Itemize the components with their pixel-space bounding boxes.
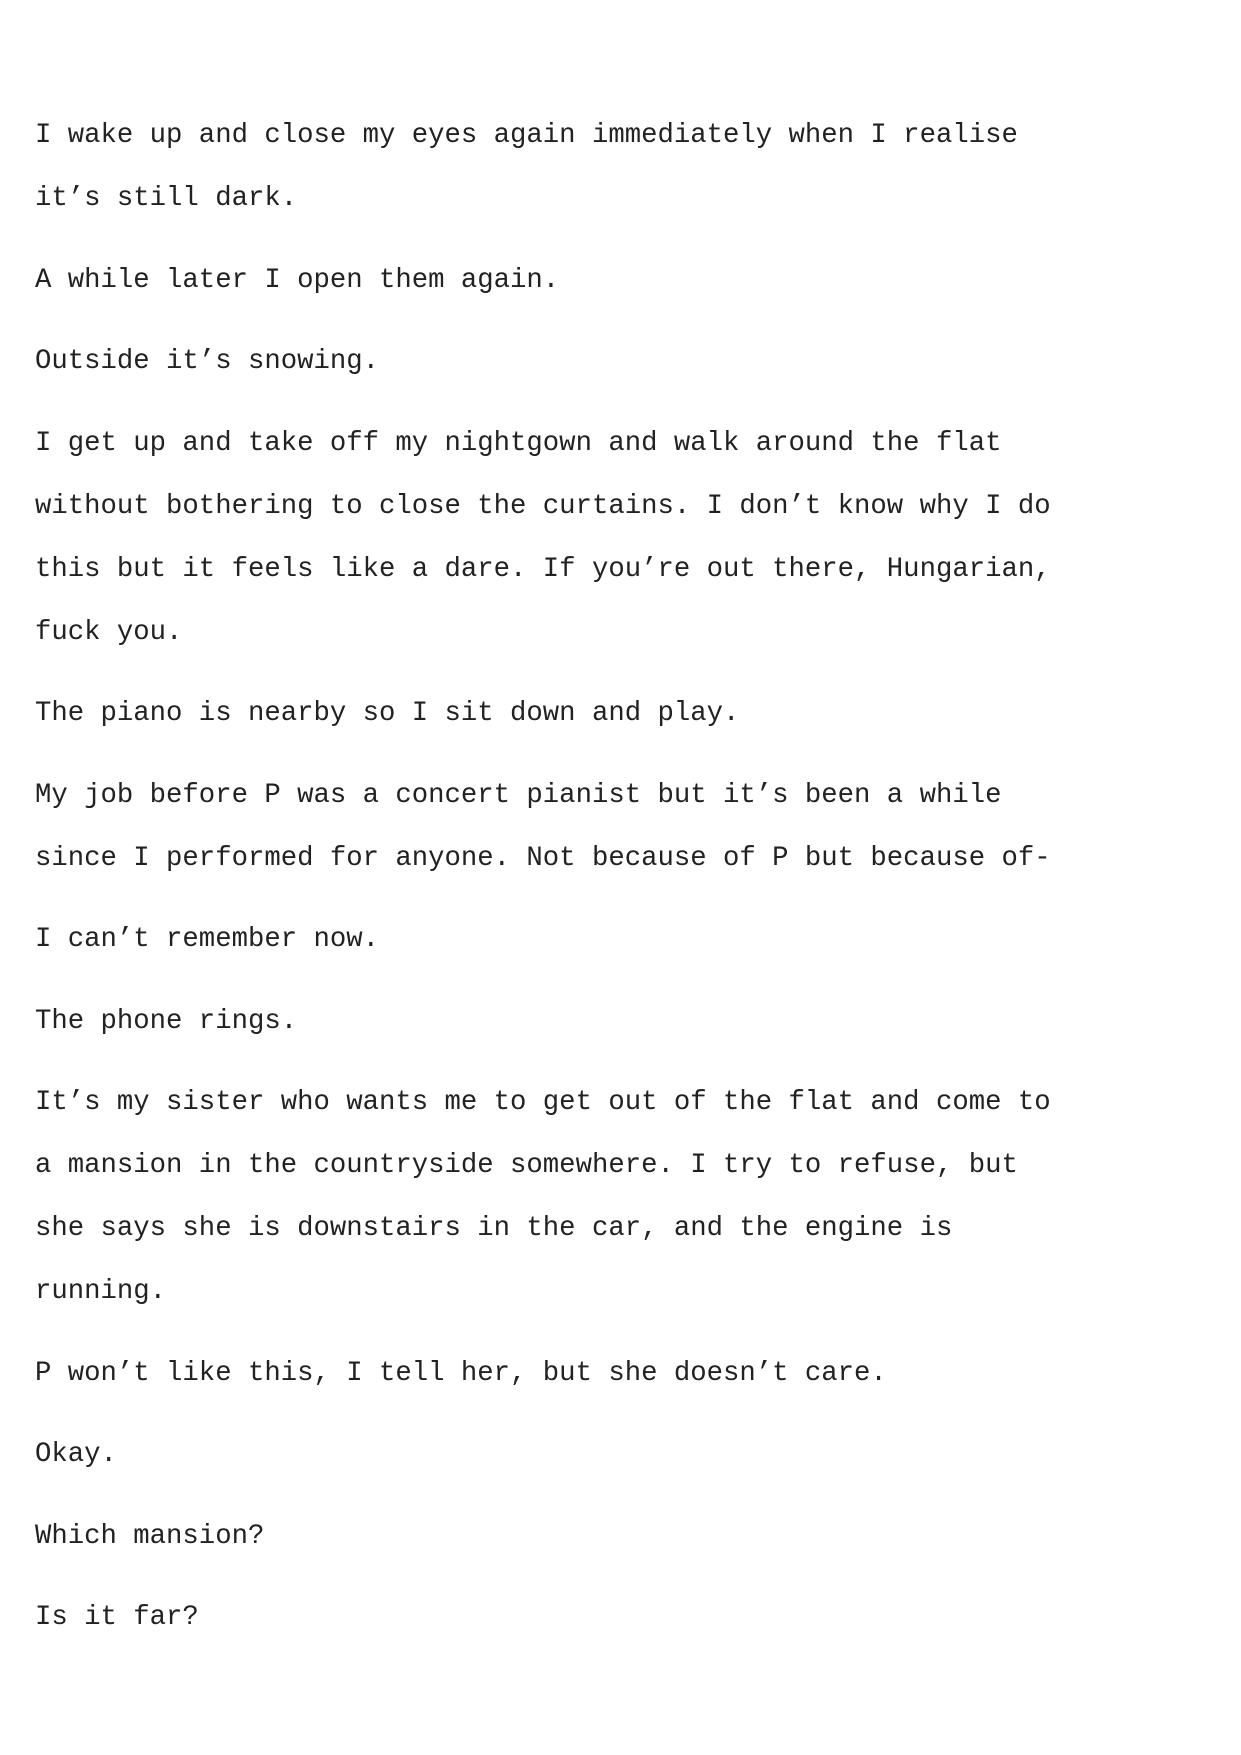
paragraph	[35, 1423, 1185, 1486]
text-line: fuck you.	[35, 616, 183, 648]
text-line: a mansion in the countryside somewhere. I try to refuse, but	[35, 1150, 1018, 1181]
text-line: Is it far?	[35, 1602, 199, 1633]
paragraph	[35, 764, 1185, 890]
paragraph	[35, 682, 1185, 745]
paragraph	[35, 990, 1185, 1053]
text-line: without bothering to close the curtains. I don’t know why I do	[35, 490, 1051, 522]
paragraph	[35, 1505, 1185, 1568]
text-line: this but it feels like a dare. If you’re out there, Hungarian,	[35, 553, 1051, 585]
text-line: It’s my sister who wants me to get out of the flat and come to	[35, 1087, 1051, 1118]
paragraph	[35, 1071, 1185, 1323]
text-line: Okay.	[35, 1439, 117, 1470]
paragraph	[35, 249, 1185, 312]
paragraph	[35, 104, 1185, 230]
text-line: My job before P was a concert pianist but it’s been a while	[35, 779, 1002, 811]
text-line: I wake up and close my eyes again immediately when I realise	[35, 120, 1018, 151]
text-line: running.	[35, 1276, 167, 1307]
text-line: P won’t like this, I tell her, but she doesn’t care.	[35, 1357, 887, 1389]
text-line: Which mansion?	[35, 1520, 265, 1552]
text-line: Outside it’s snowing.	[35, 346, 379, 377]
document-body	[35, 104, 1185, 1668]
paragraph	[35, 1342, 1185, 1405]
text-line: I can’t remember now.	[35, 924, 379, 955]
paragraph	[35, 412, 1185, 664]
paragraph	[35, 908, 1185, 971]
paragraph	[35, 1586, 1185, 1649]
text-line: I get up and take off my nightgown and walk around the flat	[35, 427, 1002, 459]
text-line: it’s still dark.	[35, 183, 298, 214]
text-line: since I performed for anyone. Not because of P but because of-	[35, 842, 1051, 874]
text-line: she says she is downstairs in the car, and the engine is	[35, 1213, 953, 1244]
text-line: A while later I open them again.	[35, 264, 560, 296]
text-line: The phone rings.	[35, 1005, 298, 1037]
paragraph	[35, 330, 1185, 393]
text-line: The piano is nearby so I sit down and play.	[35, 698, 740, 729]
